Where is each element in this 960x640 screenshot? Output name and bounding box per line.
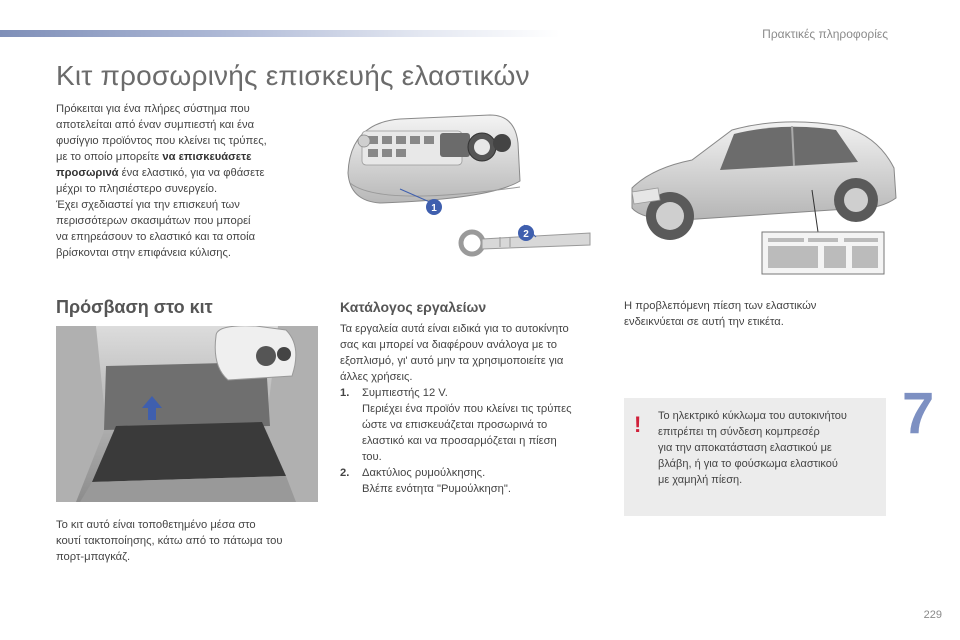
car-illustration <box>622 108 904 280</box>
list-item: 2. Δακτύλιος ρυμούλκησης. Βλέπε ενότητα "Ρυμούλκηση". <box>340 467 511 495</box>
trunk-illustration <box>56 326 318 502</box>
chapter-number: 7 <box>902 381 935 446</box>
header-accent-bar <box>0 30 560 37</box>
section-header: Πρακτικές πληροφορίες <box>762 27 888 41</box>
catalog-heading: Κατάλογος εργαλείων <box>340 299 487 315</box>
callout-1: 1 <box>431 203 437 214</box>
catalog-body: Τα εργαλεία αυτά είναι ειδικά για το αυτοκίνητο σας και μπορεί να διαφέρουν ανάλογα με το εξοπλισμό, γι' αυτό μην τα χρησιμοποιείτε για άλλες χρήσεις. 1. Συμπιεστής 12 V. Περιέχει ένα προϊόν που κλείνει τις τρύπες ώστε να επισκευάζεται προσωρινά το ελαστικό και να προσαρμόζεται η πίεση του. 2. Δακτύλιος ρυμούλκησης. Βλέπε ενότητα "Ρυμούλκηση". <box>340 321 602 497</box>
page-title: Κιτ προσωρινής επισκευής ελαστικών <box>56 60 530 91</box>
page-number: 229 <box>923 609 942 621</box>
note-box <box>624 398 886 516</box>
intro-paragraph: Πρόκειται για ένα πλήρες σύστημα που αποτελείται από έναν συμπιεστή και ένα φυσίγγιο προϊόντος που κλείνει τις τρύπες, με το οποίο μπορείτε να επισκευάσετε προσωρινά ένα ελαστικό, για να φθάσετε μέχρι το πλησιέστερο συνεργείο. Έχει σχεδιαστεί για την επισκευή των περισσότερων σκασιμάτων που μπορεί να επηρεάσουν το ελαστικό και τα οποία βρίσκονται στην επιφάνεια κύλισης. <box>56 103 267 259</box>
callout-2: 2 <box>523 229 529 240</box>
pressure-label-text: Η προβλεπόμενη πίεση των ελαστικών ενδεικνύεται σε αυτή την ετικέτα. <box>624 300 817 328</box>
note-text: Το ηλεκτρικό κύκλωμα του αυτοκινήτου επιτρέπει τη σύνδεση κομπρεσέρ για την αποκατάσταση ελαστικού με βλάβη, ή για το φούσκωμα ελαστικού με χαμηλή πίεση. <box>658 410 847 486</box>
warning-icon: ! <box>634 412 642 437</box>
access-heading: Πρόσβαση στο κιτ <box>56 297 213 317</box>
trunk-caption: Το κιτ αυτό είναι τοποθετημένο μέσα στο κουτί τακτοποίησης, κάτω από το πάτωμα του πορτ-μπαγκάζ. <box>56 519 283 563</box>
repair-kit-illustration <box>340 103 600 275</box>
list-item: 1. Συμπιεστής 12 V. Περιέχει ένα προϊόν που κλείνει τις τρύπες ώστε να επισκευάζεται προσωρινά το ελαστικό και να προσαρμόζεται η πίεση του. <box>340 387 572 463</box>
